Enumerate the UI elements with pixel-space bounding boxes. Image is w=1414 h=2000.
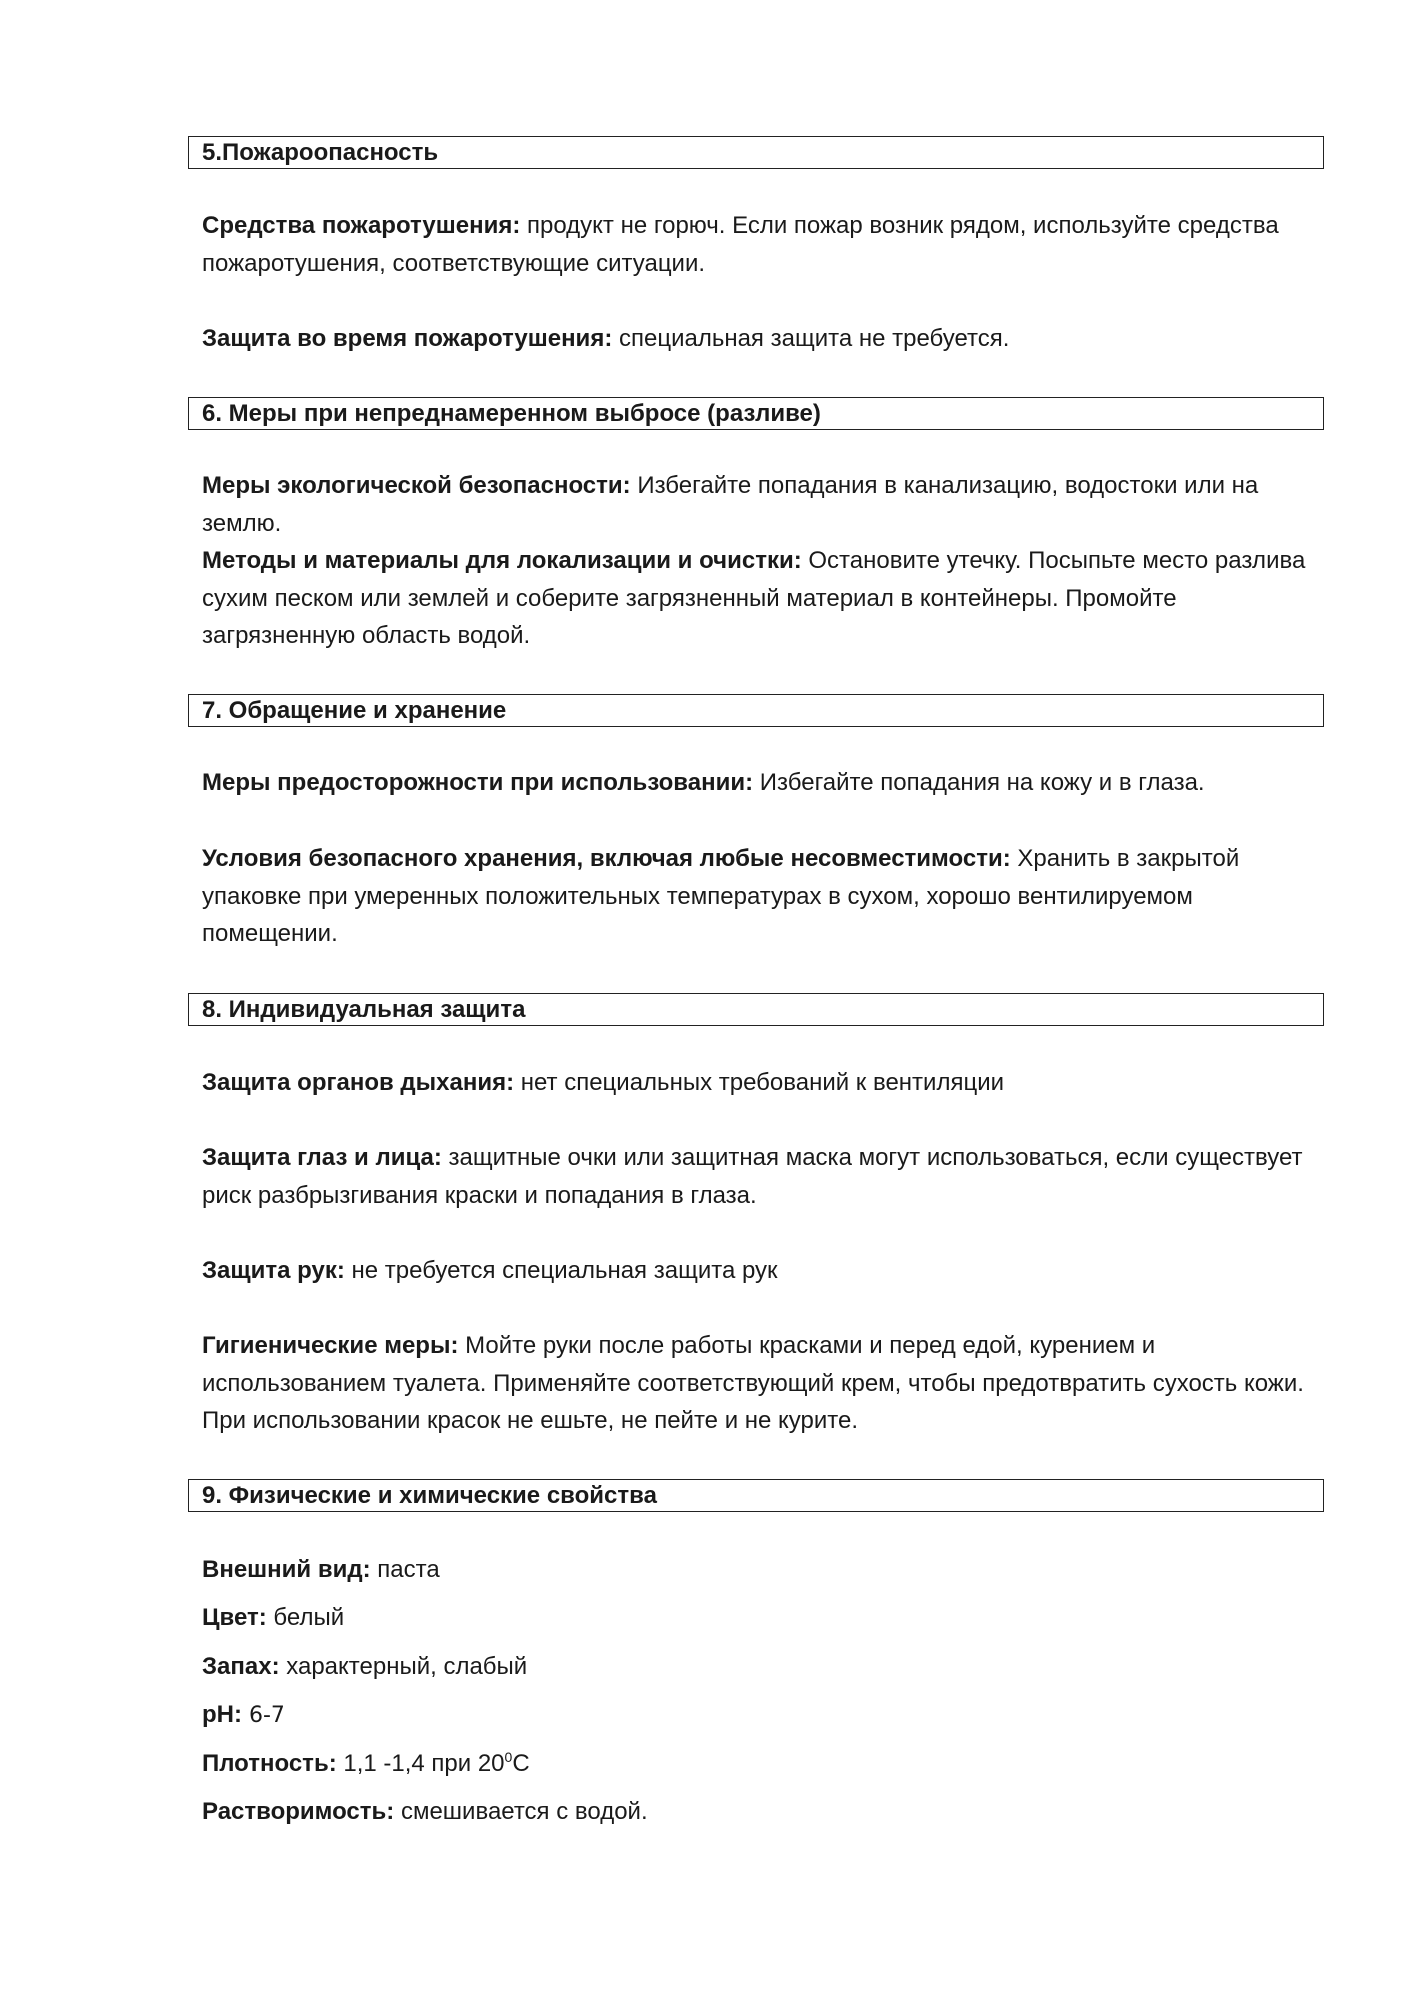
section-6-heading: 6. Меры при непреднамеренном выбросе (разливе) bbox=[188, 397, 1324, 430]
color-label: Цвет: bbox=[202, 1604, 267, 1631]
appearance-label: Внешний вид: bbox=[202, 1556, 371, 1583]
storage-conditions bbox=[202, 840, 1322, 953]
ph-row bbox=[202, 1700, 285, 1731]
fire-extinguishing-text: продукт не горюч. Если пожар возник рядом, используйте средства пожаротушения, соответствующие ситуации. bbox=[202, 212, 1279, 277]
color-row bbox=[202, 1603, 344, 1633]
firefighting-protection bbox=[202, 320, 1322, 358]
eye-face-protection-text: защитные очки или защитная маска могут использоваться, если существует риск разбрызгивания краски и попадания в глаза. bbox=[202, 1144, 1303, 1209]
containment-methods-label: Методы и материалы для локализации и очистки: bbox=[202, 547, 802, 574]
section-7-heading: 7. Обращение и хранение bbox=[188, 694, 1324, 727]
density-unit: С bbox=[512, 1750, 530, 1777]
handling-precautions-text: Избегайте попадания на кожу и в глаза. bbox=[753, 769, 1205, 796]
density-value: 1,1 -1,4 при 20 bbox=[336, 1750, 505, 1777]
ph-label: pH: bbox=[202, 1701, 242, 1728]
odor-value: характерный, слабый bbox=[279, 1653, 528, 1680]
fire-extinguishing-label: Средства пожаротушения: bbox=[202, 212, 521, 239]
solubility-label: Растворимость: bbox=[202, 1798, 395, 1825]
containment-methods bbox=[202, 542, 1322, 655]
appearance-row bbox=[202, 1555, 440, 1585]
section-8-heading: 8. Индивидуальная защита bbox=[188, 993, 1324, 1026]
solubility-value: смешивается с водой. bbox=[394, 1798, 648, 1825]
handling-precautions bbox=[202, 764, 1322, 802]
section-9-heading: 9. Физические и химические свойства bbox=[188, 1479, 1324, 1512]
appearance-value: паста bbox=[370, 1556, 440, 1583]
environmental-precautions-label: Меры экологической безопасности: bbox=[202, 472, 631, 499]
hygiene-measures-text: Мойте руки после работы красками и перед едой, курением и использованием туалета. Применяйте соответствующий крем, чтобы предотвратить сухость кожи. При использовании красок не ешьте, не пейте и не курите. bbox=[202, 1332, 1304, 1434]
handling-precautions-label: Меры предосторожности при использовании: bbox=[202, 769, 754, 796]
storage-conditions-text: Хранить в закрытой упаковке при умеренных положительных температурах в сухом, хорошо вентилируемом помещении. bbox=[202, 845, 1240, 947]
environmental-precautions-text: Избегайте попадания в канализацию, водостоки или на землю. bbox=[202, 472, 1259, 537]
section-5-heading: 5.Пожароопасность bbox=[188, 136, 1324, 169]
firefighting-protection-text: специальная защита не требуется. bbox=[612, 325, 1010, 352]
containment-methods-text: Остановите утечку. Посыпьте место разлива сухим песком или землей и соберите загрязненный материал в контейнеры. Промойте загрязненную область водой. bbox=[202, 547, 1306, 649]
respiratory-protection-label: Защита органов дыхания: bbox=[202, 1069, 515, 1096]
solubility-row bbox=[202, 1797, 648, 1827]
fire-extinguishing-media bbox=[202, 207, 1322, 282]
density-label: Плотность: bbox=[202, 1750, 337, 1777]
hand-protection-text: не требуется специальная защита рук bbox=[344, 1257, 778, 1284]
environmental-precautions bbox=[202, 467, 1322, 542]
density-row bbox=[202, 1749, 530, 1779]
eye-face-protection-label: Защита глаз и лица: bbox=[202, 1144, 442, 1171]
storage-conditions-label: Условия безопасного хранения, включая любые несовместимости: bbox=[202, 845, 1011, 872]
ph-value: 6-7 bbox=[241, 1703, 285, 1728]
firefighting-protection-label: Защита во время пожаротушения: bbox=[202, 325, 613, 352]
odor-row bbox=[202, 1652, 527, 1682]
color-value: белый bbox=[266, 1604, 345, 1631]
eye-face-protection bbox=[202, 1139, 1322, 1214]
odor-label: Запах: bbox=[202, 1653, 280, 1680]
hygiene-measures-label: Гигиенические меры: bbox=[202, 1332, 459, 1359]
density-degree-sup: 0 bbox=[504, 1749, 513, 1765]
hand-protection bbox=[202, 1252, 1322, 1290]
hand-protection-label: Защита рук: bbox=[202, 1257, 345, 1284]
hygiene-measures bbox=[202, 1327, 1322, 1440]
respiratory-protection-text: нет специальных требований к вентиляции bbox=[514, 1069, 1005, 1096]
respiratory-protection bbox=[202, 1064, 1322, 1102]
